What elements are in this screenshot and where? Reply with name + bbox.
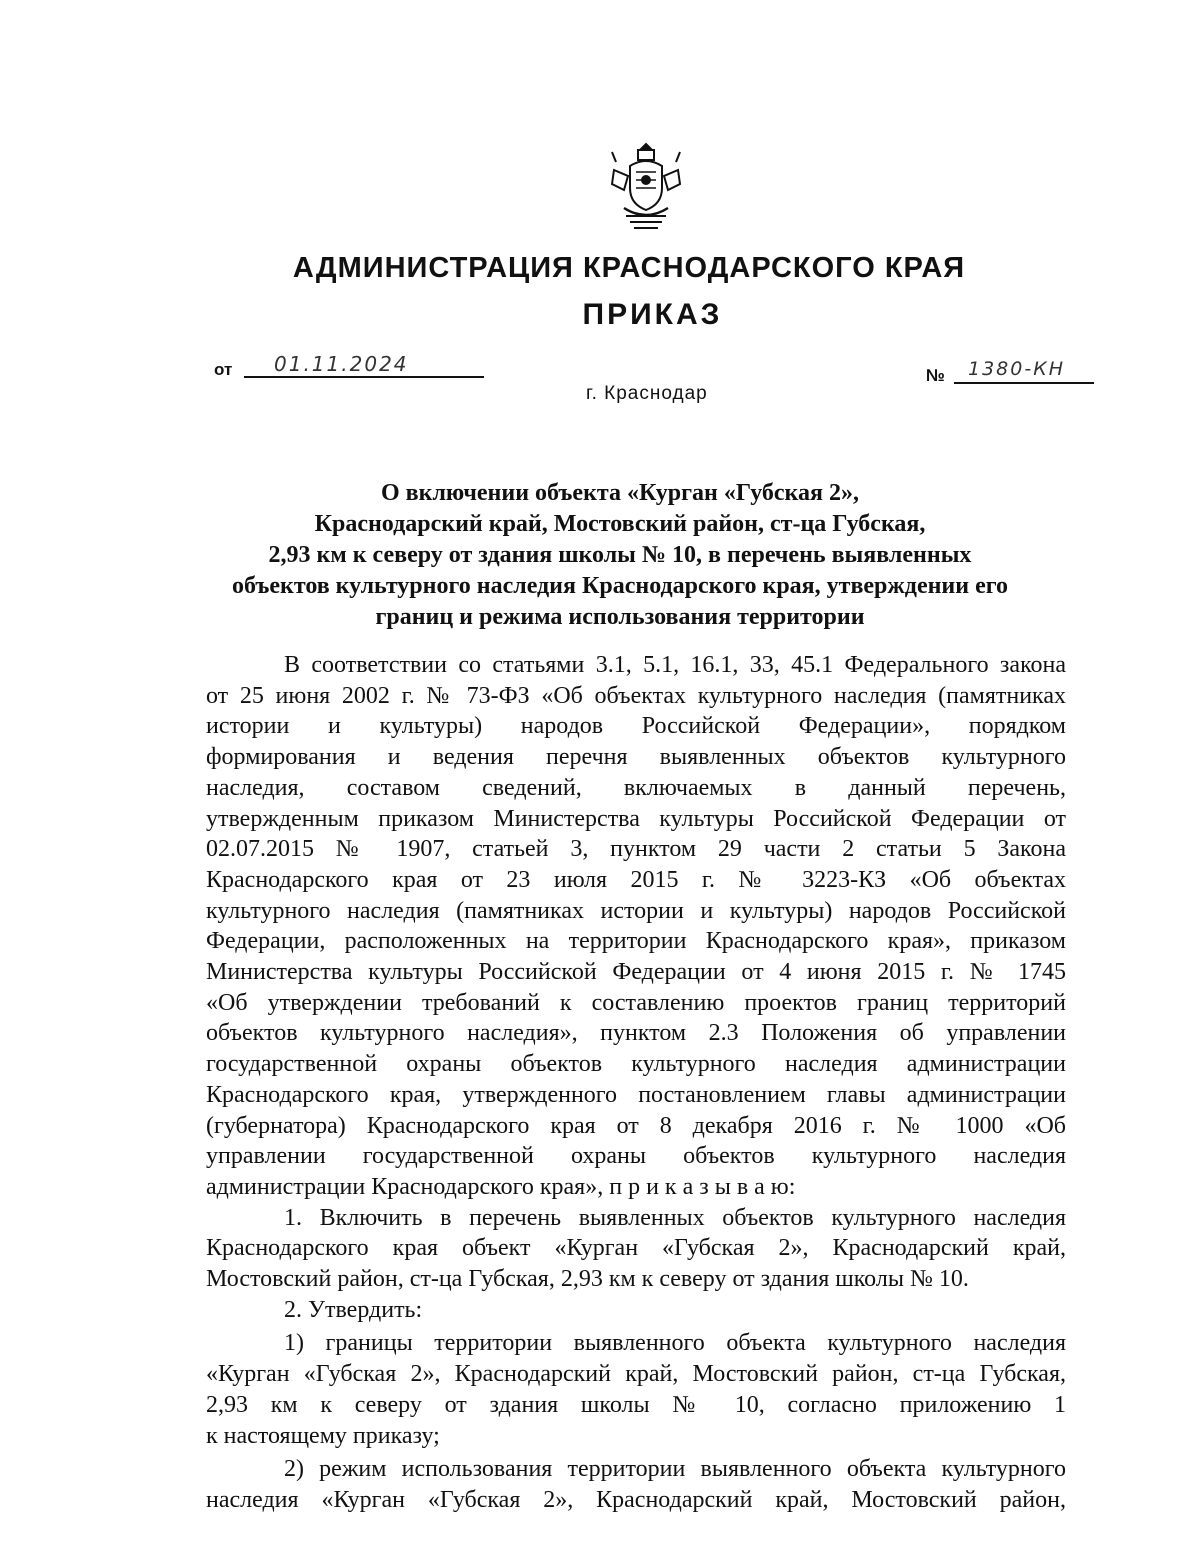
- text-line: (губернатора) Краснодарского края от 8 декабря 2016 г. № 1000 «Об: [206, 1112, 1066, 1139]
- subject-line: границ и режима использования территории: [375, 604, 865, 630]
- date-value: 01.11.2024: [274, 352, 409, 376]
- date-prefix: от: [214, 360, 233, 379]
- number-value: 1380-КН: [968, 358, 1065, 380]
- text-line: «Курган «Губская 2», Краснодарский край, Мостовский район, ст-ца Губская,: [206, 1361, 1066, 1388]
- text-line: 2,93 км к северу от здания школы № 10, согласно приложению 1: [206, 1391, 1066, 1418]
- text-line: 1) границы территории выявленного объекта культурного наследия: [284, 1330, 1066, 1357]
- text-line: Министерства культуры Российской Федерации от 4 июня 2015 г. № 1745: [206, 959, 1066, 986]
- organization-title: АДМИНИСТРАЦИЯ КРАСНОДАРСКОГО КРАЯ: [292, 252, 966, 284]
- text-line: управлении государственной охраны объектов культурного наследия: [206, 1143, 1066, 1170]
- number-underline: [954, 358, 1094, 384]
- text-line: Мостовский район, ст-ца Губская, 2,93 км к северу от здания школы № 10.: [206, 1266, 969, 1293]
- subject-line: объектов культурного наследия Краснодарского края, утверждении его: [231, 573, 1009, 599]
- city-line: г. Краснодар: [586, 383, 708, 404]
- text-line: «Об утверждении требований к составлению проектов границ территорий: [206, 989, 1066, 1016]
- text-line: 2) режим использования территории выявленного объекта культурного: [284, 1456, 1066, 1483]
- text-line: утвержденным приказом Министерства культуры Российской Федерации от: [206, 805, 1066, 832]
- krasnodar-coat-of-arms-icon: [604, 140, 688, 236]
- text-line: Краснодарского края от 23 июля 2015 г. № 3223-КЗ «Об объектах: [206, 866, 1066, 893]
- document-body: [206, 650, 1066, 1516]
- item-2-1-paragraph: [206, 1328, 1066, 1451]
- date-underline: [244, 352, 484, 378]
- text-line: 1. Включить в перечень выявленных объектов культурного наследия: [284, 1204, 1066, 1231]
- text-line: к настоящему приказу;: [206, 1422, 440, 1449]
- text-line: Краснодарского края, утвержденного постановлением главы администрации: [206, 1081, 1066, 1108]
- item-2-paragraph: [206, 1295, 1066, 1326]
- text-line: формирования и ведения перечня выявленных объектов культурного: [206, 744, 1066, 771]
- text-line: культурного наследия (памятниках истории и культуры) народов Российской: [206, 897, 1066, 924]
- preamble-paragraph: [206, 650, 1066, 1203]
- text-line: Краснодарского края объект «Курган «Губская 2», Краснодарский край,: [206, 1235, 1066, 1262]
- number-prefix: №: [926, 366, 945, 385]
- text-line: 2. Утвердить:: [284, 1296, 423, 1323]
- text-line: администрации Краснодарского края», п р и к а з ы в а ю:: [206, 1173, 796, 1200]
- text-line: наследия «Курган «Губская 2», Краснодарский край, Мостовский район,: [206, 1486, 1066, 1513]
- item-1-paragraph: [206, 1203, 1066, 1295]
- text-line: от 25 июня 2002 г. № 73-ФЗ «Об объектах культурного наследия (памятниках: [206, 682, 1066, 709]
- document-type: ПРИКАЗ: [582, 298, 723, 331]
- text-line: объектов культурного наследия», пунктом 2.3 Положения об управлении: [206, 1020, 1066, 1047]
- text-line: Федерации, расположенных на территории Краснодарского края», приказом: [206, 928, 1066, 955]
- text-line: истории и культуры) народов Российской Федерации», порядком: [206, 713, 1066, 740]
- text-line: наследия, составом сведений, включаемых в данный перечень,: [206, 774, 1066, 801]
- subject-line: О включении объекта «Курган «Губская 2»,: [381, 480, 859, 506]
- text-line: государственной охраны объектов культурного наследия администрации: [206, 1051, 1066, 1078]
- subject-line: Краснодарский край, Мостовский район, ст-ца Губская,: [314, 511, 926, 537]
- item-2-2-paragraph: [206, 1454, 1066, 1515]
- text-line: 02.07.2015 № 1907, статьей 3, пунктом 29 части 2 статьи 5 Закона: [206, 836, 1066, 863]
- subject-line: 2,93 км к северу от здания школы № 10, в перечень выявленных: [268, 542, 972, 568]
- document-subject: [190, 478, 1050, 633]
- text-line: В соответствии со статьями 3.1, 5.1, 16.1, 33, 45.1 Федерального закона: [284, 652, 1066, 678]
